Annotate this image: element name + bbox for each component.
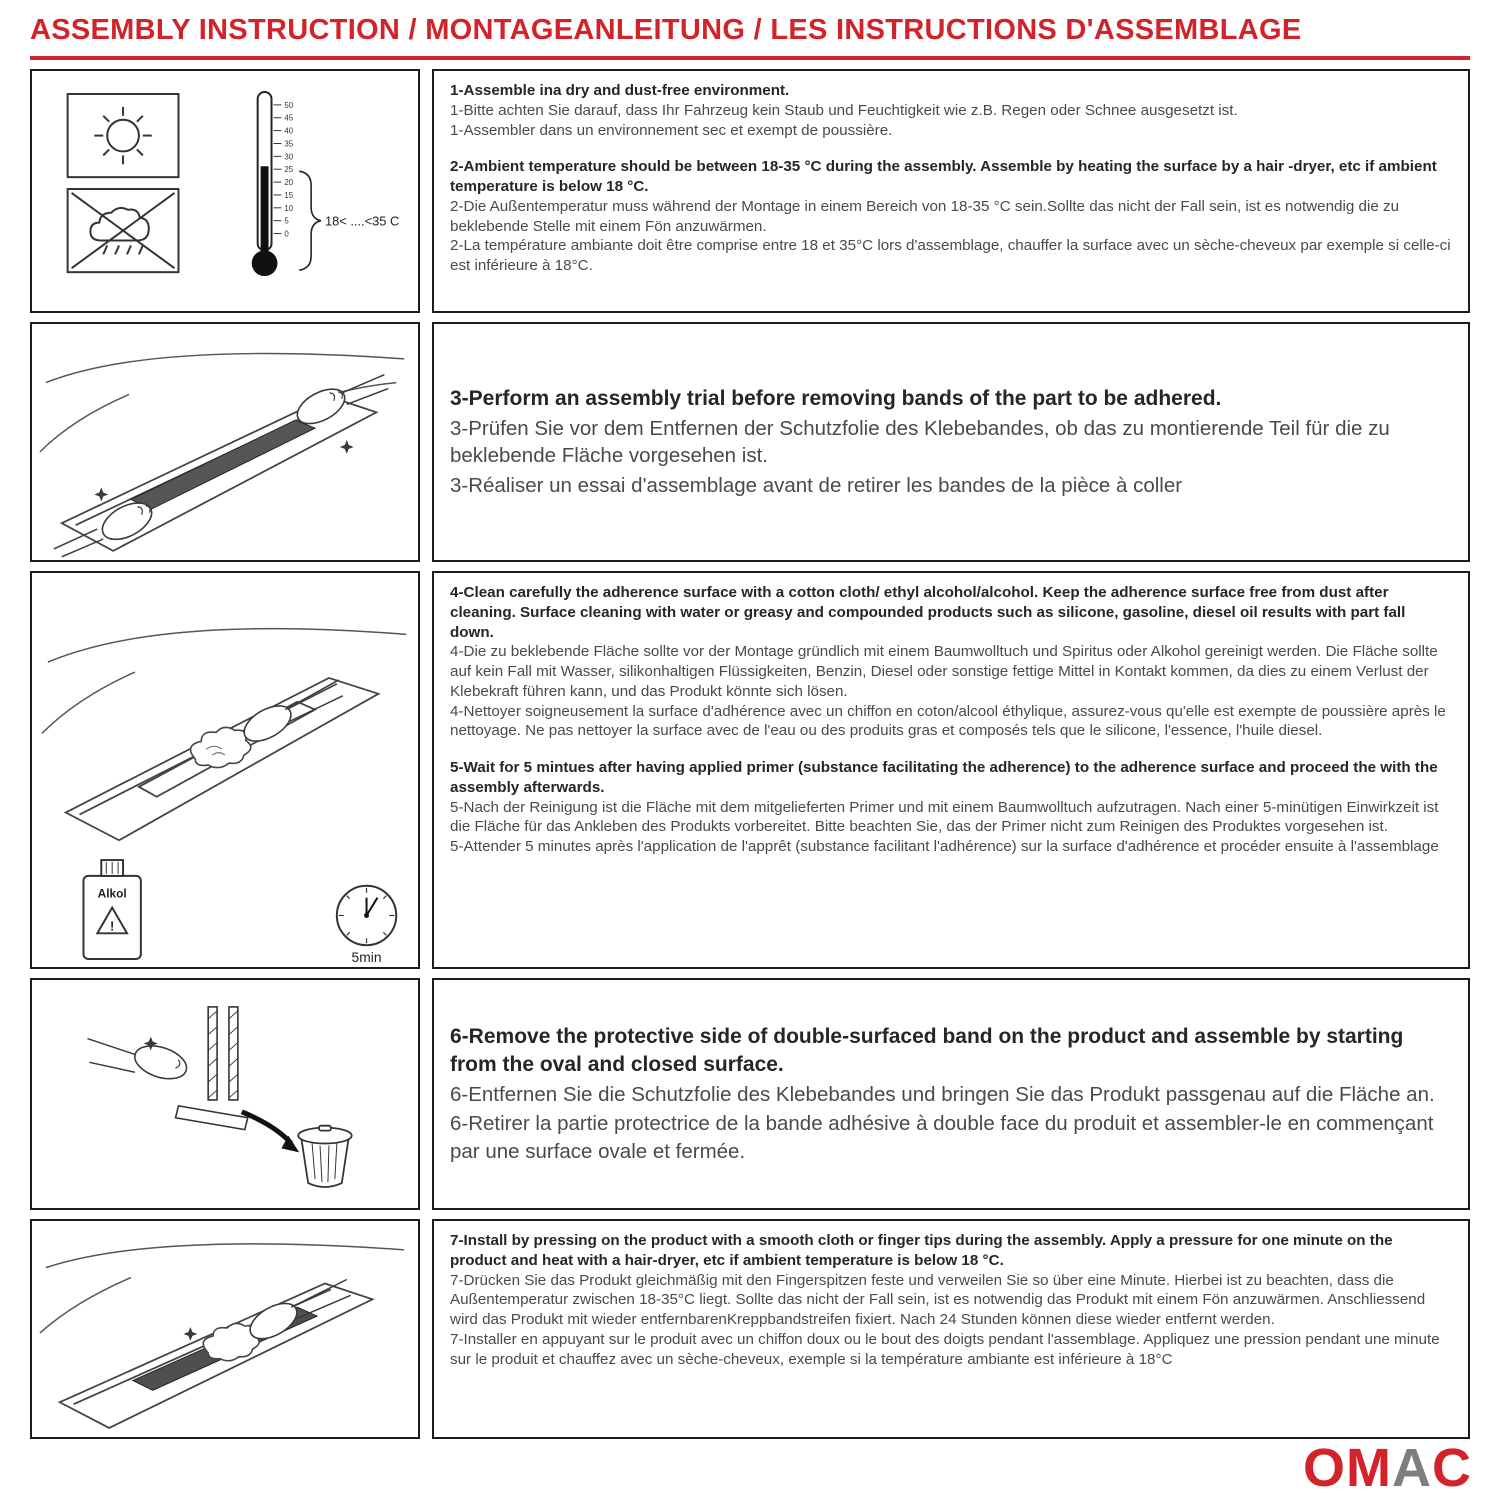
instruction-7-en: 7-Install by pressing on the product with a smooth cloth or finger tips during the assembly. Apply a pressure for one minute on the product and heat with a hair-dryer, etc if ambient temperature is below 18 °C. bbox=[450, 1232, 1393, 1269]
instruction-4-de: 4-Die zu beklebende Fläche sollte vor der Montage gründlich mit einem Baumwolltuch und Spiritus oder Alkohol gereinigt werden. Die Fläche sollte auf kein Fall mit Wasser, silikonhaltigen Flüssigkeiten, Benzin, Diesel oder sonstige fettige Mittel in Kontakt kommen, da dies zu einem Verlust der Klebekraft führen kann, und das Produkt könnte sich lösen. bbox=[450, 643, 1438, 700]
warning-mark: ! bbox=[110, 918, 115, 934]
figure-cleaning bbox=[30, 571, 420, 969]
trash-can-icon bbox=[298, 1126, 351, 1187]
figure-remove-band bbox=[30, 978, 420, 1210]
instruction-2-de: 2-Die Außentemperatur muss während der Montage in einem Bereich von 18-35 °C sein.Sollte das nicht der Fall sein, ist es notwendig die zu beklebende Stelle mit einem Fön anzuwärmen. bbox=[450, 197, 1400, 235]
cleaning-illustration bbox=[32, 573, 418, 967]
svg-text:35: 35 bbox=[284, 139, 294, 149]
clock-label: 5min bbox=[351, 949, 382, 966]
alcohol-bottle-icon bbox=[83, 860, 140, 959]
figure-assembly-trial bbox=[30, 322, 420, 562]
instruction-3-en: 3-Perform an assembly trial before removing bands of the part to be adhered. bbox=[450, 387, 1222, 411]
sun-icon bbox=[68, 94, 179, 177]
thermometer-scale bbox=[284, 101, 293, 239]
environment-illustration bbox=[32, 71, 418, 311]
instruction-1-en: 1-Assemble ina dry and dust-free environment. bbox=[450, 82, 790, 99]
svg-text:15: 15 bbox=[284, 190, 294, 200]
instruction-7-text bbox=[432, 1219, 1470, 1439]
instruction-7-fr: 7-Installer en appuyant sur le produit avec un chiffon doux ou le bout des doigts pendant l'assemblage. Appliquez une pression pendant une minute sur le produit et chauffez avec un sèche-cheveux, exemple si la température ambiante est inférieure à 18°C bbox=[450, 1330, 1440, 1368]
svg-text:40: 40 bbox=[284, 126, 294, 136]
press-illustration bbox=[32, 1221, 418, 1437]
omac-logo bbox=[1303, 1438, 1472, 1498]
instruction-5-fr: 5-Attender 5 minutes après l'application de l'apprêt (substance facilitant l'adhérence) sur la surface d'adhérence et procéder ensuite à l'assemblage bbox=[450, 838, 1439, 855]
door-frame-lines bbox=[40, 1244, 404, 1333]
cleaning-cloth-icon bbox=[191, 727, 251, 767]
instruction-6-en: 6-Remove the protective side of double-surfaced band on the product and assemble by starting from the oval and closed surface. bbox=[450, 1025, 1404, 1077]
no-rain-icon bbox=[68, 189, 179, 272]
instruction-6-text bbox=[432, 978, 1470, 1210]
logo-part-a: A bbox=[1392, 1438, 1432, 1498]
figure-environment bbox=[30, 69, 420, 313]
svg-text:45: 45 bbox=[284, 113, 294, 123]
svg-text:0: 0 bbox=[284, 229, 289, 239]
instructions-4-5-text bbox=[432, 571, 1470, 969]
instruction-rows bbox=[30, 69, 1470, 1439]
svg-text:5: 5 bbox=[284, 216, 289, 226]
right-hand-icon bbox=[292, 375, 389, 431]
svg-text:30: 30 bbox=[284, 152, 294, 162]
peeling-hand-icon bbox=[87, 1037, 190, 1085]
instruction-1-de: 1-Bitte achten Sie darauf, dass Ihr Fahrzeug kein Staub und Feuchtigkeit wie z.B. Regen oder Schnee ausgesetzt ist. bbox=[450, 101, 1238, 119]
svg-text:50: 50 bbox=[284, 100, 294, 110]
instruction-6-de: 6-Entfernen Sie die Schutzfolie des Klebebandes und bringen Sie das Produkt passgenau auf die Fläche an. bbox=[450, 1083, 1435, 1107]
instructions-1-2-text bbox=[432, 69, 1470, 313]
svg-text:10: 10 bbox=[284, 203, 294, 213]
section-assembly-trial bbox=[30, 322, 1470, 562]
range-brace bbox=[299, 171, 321, 270]
header bbox=[30, 0, 1470, 60]
instruction-1-fr: 1-Assembler dans un environnement sec et exempt de poussière. bbox=[450, 121, 893, 139]
logo-part-om: OM bbox=[1303, 1438, 1392, 1498]
door-sill-trial-illustration bbox=[32, 324, 418, 560]
svg-text:20: 20 bbox=[284, 178, 294, 188]
instruction-3-de: 3-Prüfen Sie vor dem Entfernen der Schutzfolie des Klebebandes, ob das zu montierende Teil für die zu beklebende Fläche vorgesehen ist. bbox=[450, 417, 1390, 468]
logo-part-c: C bbox=[1432, 1438, 1472, 1498]
instruction-2-fr: 2-La température ambiante doit être comprise entre 18 et 35°C lors d'assemblage, chauffer la surface avec un sèche-cheveux par exemple si celle-ci est inférieure à 18°C. bbox=[450, 237, 1451, 274]
peel-band-illustration bbox=[32, 980, 418, 1208]
section-environment-temperature bbox=[30, 69, 1470, 313]
figure-press-install bbox=[30, 1219, 420, 1439]
sill-trim-strip bbox=[131, 420, 315, 509]
section-cleaning-primer bbox=[30, 571, 1470, 969]
footer bbox=[28, 1438, 1472, 1498]
instruction-2-en: 2-Ambient temperature should be between 18-35 °C during the assembly. Assemble by heating the surface by a hair -dryer, etc if ambient temperature is below 18 °C. bbox=[450, 158, 1437, 195]
section-press-install bbox=[30, 1219, 1470, 1439]
temperature-range-label: 18< ....<35 C bbox=[324, 213, 400, 229]
instruction-4-fr: 4-Nettoyer soigneusement la surface d'adhérence avec un chiffon en coton/alcool éthylique, assurez-vous qu'elle est exempte de poussière après le nettoyage. Ne pas nettoyer la surface avec de l'eau ou des produits gras et composés tels que le silicone, l'essence, l'huile diesel. bbox=[450, 702, 1446, 740]
alcohol-label: Alkol bbox=[97, 886, 127, 901]
instruction-6-fr: 6-Retirer la partie protectrice de la bande adhésive à double face du produit et assembler-le en commençant par une surface ovale et fermée. bbox=[450, 1112, 1434, 1163]
instruction-4-en: 4-Clean carefully the adherence surface with a cotton cloth/ ethyl alcohol/alcohol. Keep the adherence surface free from dust after cleaning. Surface cleaning with water or greasy and compounded products such as silicone, gasoline, diesel oil results with part fall down. bbox=[450, 584, 1406, 641]
clock-icon bbox=[337, 886, 396, 965]
page-title: ASSEMBLY INSTRUCTION / MONTAGEANLEITUNG / LES INSTRUCTIONS D'ASSEMBLAGE bbox=[30, 14, 1302, 46]
product-part bbox=[176, 1106, 248, 1130]
instruction-3-fr: 3-Réaliser un essai d'assemblage avant de retirer les bandes de la pièce à coller bbox=[450, 473, 1183, 497]
cleaning-hand-icon bbox=[238, 680, 342, 748]
svg-text:25: 25 bbox=[284, 165, 294, 175]
instruction-5-en: 5-Wait for 5 mintues after having applied primer (substance facilitating the adherence) to the adherence surface and proceed the with the assembly afterwards. bbox=[450, 759, 1438, 796]
protective-strips-icon bbox=[208, 1007, 238, 1100]
section-remove-band bbox=[30, 978, 1470, 1210]
thermometer-icon bbox=[252, 92, 400, 276]
door-frame-lines bbox=[42, 629, 406, 734]
arrow-to-trash bbox=[242, 1112, 299, 1153]
instruction-3-text bbox=[432, 322, 1470, 562]
instruction-7-de: 7-Drücken Sie das Produkt gleichmäßig mit den Fingerspitzen feste und verweilen Sie so über eine Minute. Hierbei ist zu beachten, dass die Außentemperatur zwischen 18-35°C liegt. Sollte das nicht der Fall sein, ist es notwendig das Produkt mit einem Fön anzuwärmen. Anschliessend wird das Produkt mit wieder entfernbarenKreppbandstreifen fixiert. Nach 24 Stunden können diese wieder entfernt werden. bbox=[450, 1271, 1426, 1328]
instruction-5-de: 5-Nach der Reinigung ist die Fläche mit dem mitgelieferten Primer und mit einem Baumwolltuch aufzutragen. Nach einer 5-minütigen Einwirkzeit ist die Fläche für das Ankleben des Produkts vorbereitet. Bitte beachten Sie, das der Primer nicht zum Reinigen des Produktes vorgesehen ist. bbox=[450, 798, 1439, 836]
